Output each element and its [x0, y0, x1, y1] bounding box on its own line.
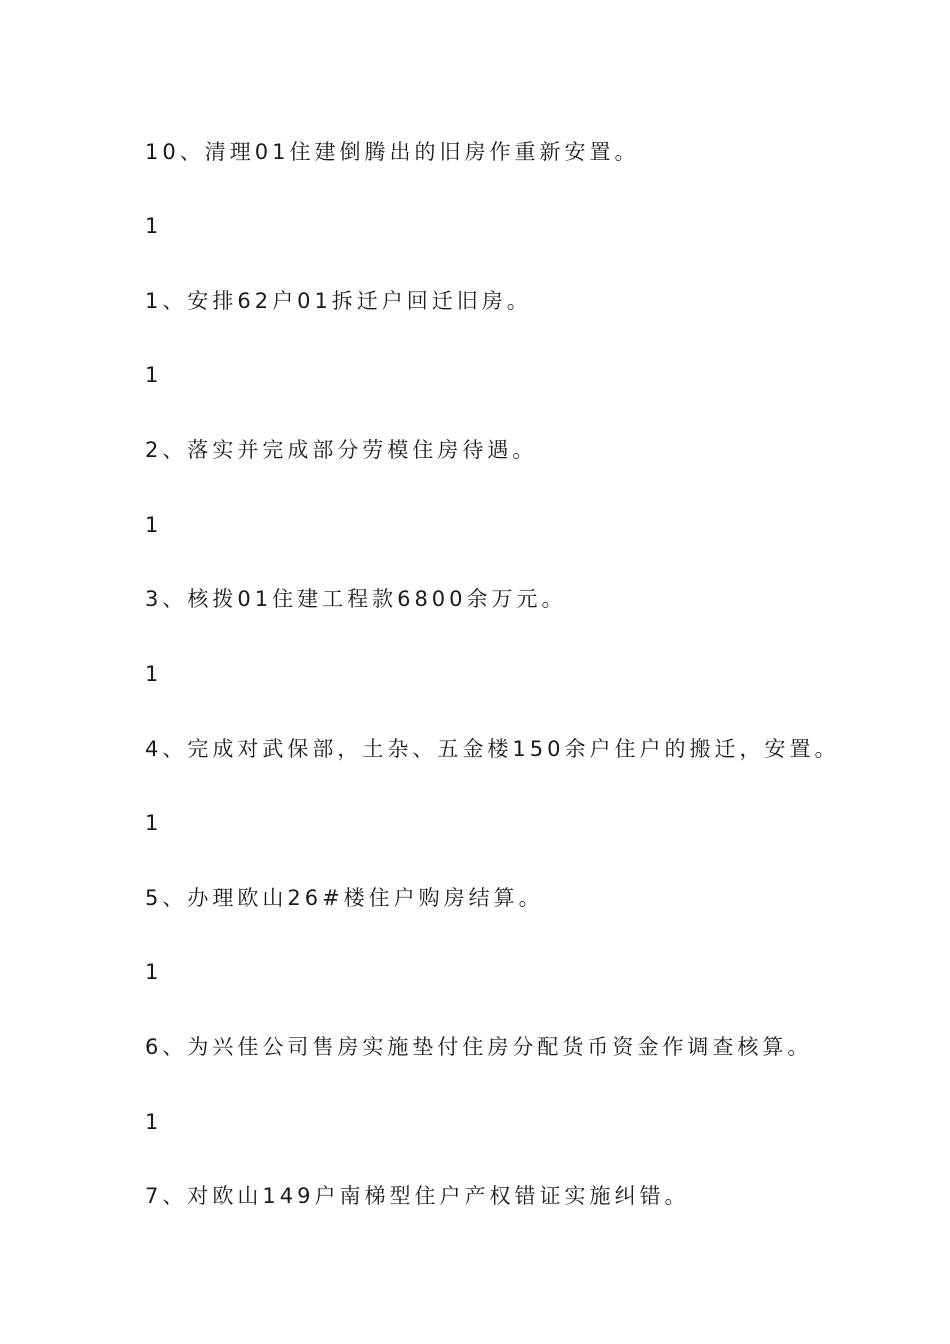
- paragraph-10: 10、清理01住建倒腾出的旧房作重新安置。: [145, 140, 640, 164]
- paragraph-3: 3、核拨01住建工程款6800余万元。: [145, 587, 567, 611]
- page-number-marker: 1: [145, 363, 163, 387]
- page-number-marker: 1: [145, 214, 163, 238]
- paragraph-1: 1、安排62户01拆迁户回迁旧房。: [145, 289, 532, 313]
- paragraph-5: 5、办理欧山26#楼住户购房结算。: [145, 886, 544, 910]
- paragraph-4: 4、完成对武保部，土杂、五金楼150余户住户的搬迁，安置。: [145, 737, 840, 761]
- page-number-marker: 1: [145, 811, 163, 835]
- page-number-marker: 1: [145, 1110, 163, 1134]
- page-number-marker: 1: [145, 662, 163, 686]
- paragraph-2: 2、落实并完成部分劳模住房待遇。: [145, 438, 538, 462]
- paragraph-7: 7、对欧山149户南梯型住户产权错证实施纠错。: [145, 1184, 690, 1208]
- paragraph-6: 6、为兴佳公司售房实施垫付住房分配货币资金作调查核算。: [145, 1035, 813, 1059]
- page-number-marker: 1: [145, 513, 163, 537]
- page-number-marker: 1: [145, 960, 163, 984]
